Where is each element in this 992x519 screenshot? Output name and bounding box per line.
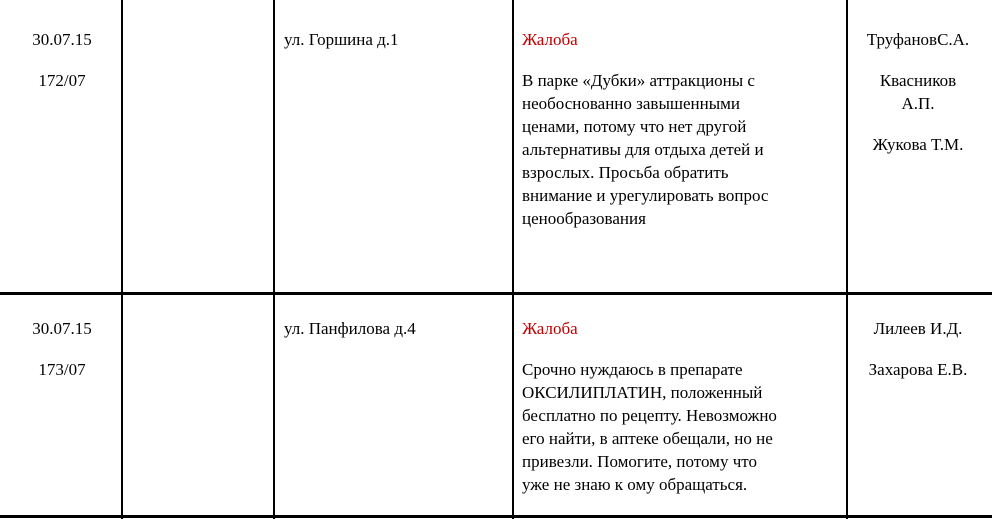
executor-name: Захарова Е.В. [868, 360, 968, 379]
complaint-cell [522, 10, 840, 230]
executor-name: Лилеев И.Д. [873, 319, 963, 338]
record-date: 30.07.15 [32, 30, 92, 49]
complaint-type-label: Жалоба [522, 30, 578, 49]
executor-name: Квасников [879, 71, 957, 90]
complaint-text [522, 69, 840, 230]
date-cell [8, 10, 116, 92]
text-line: ОКСИЛИПЛАТИН, положенный [522, 383, 763, 402]
record-date: 30.07.15 [32, 319, 92, 338]
address: ул. Горшина д.1 [284, 30, 399, 49]
text-line: альтернативы для отдыха детей и [522, 140, 764, 159]
executors-cell [848, 299, 988, 381]
table-row [0, 299, 992, 513]
address: ул. Панфилова д.4 [284, 319, 416, 338]
executor-name: ТруфановС.А. [866, 30, 970, 49]
text-line: взрослых. Просьба обратить [522, 163, 729, 182]
text-line: его найти, в аптеке обещали, но не [522, 429, 773, 448]
text-line: ценами, потому что нет другой [522, 117, 747, 136]
text-line: привезли. Помогите, потому что [522, 452, 757, 471]
complaint-text [522, 358, 840, 496]
record-number: 173/07 [38, 360, 86, 379]
address-cell [284, 299, 510, 340]
executors-cell [848, 10, 988, 156]
text-line: необоснованно завышенными [522, 94, 740, 113]
text-line: ценообразования [522, 209, 646, 228]
text-line: бесплатно по рецепту. Невозможно [522, 406, 777, 425]
text-line: уже не знаю к ому обращаться. [522, 475, 748, 494]
executor-initials: А.П. [901, 94, 935, 113]
text-line: Срочно нуждаюсь в препарате [522, 360, 743, 379]
executor-name: Жукова Т.М. [872, 135, 964, 154]
address-cell [284, 10, 510, 51]
table-row [0, 10, 992, 290]
row-divider [0, 292, 992, 295]
record-number: 172/07 [38, 71, 86, 90]
text-line: внимание и урегулировать вопрос [522, 186, 769, 205]
text-line: В парке «Дубки» аттракционы с [522, 71, 755, 90]
complaint-type-label: Жалоба [522, 319, 578, 338]
row-divider [0, 515, 992, 518]
date-cell [8, 299, 116, 381]
complaint-cell [522, 299, 840, 496]
